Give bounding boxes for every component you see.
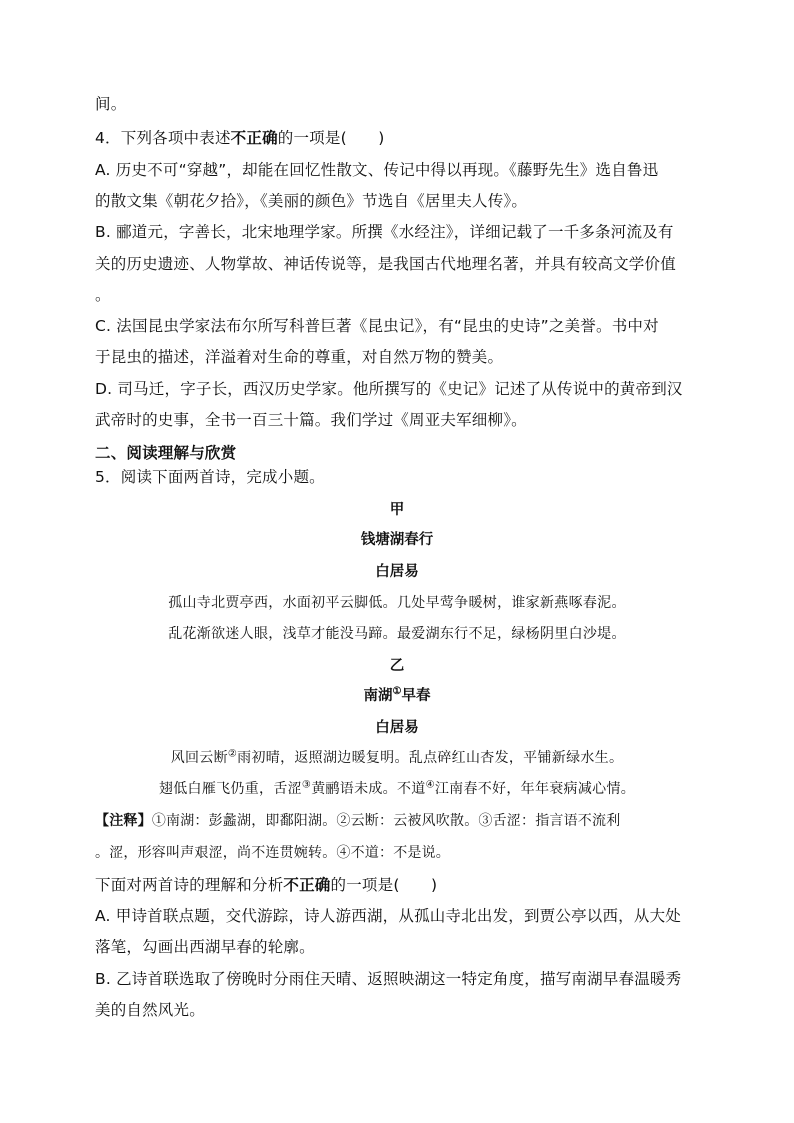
poem-2-title-a: 南湖 bbox=[363, 687, 393, 704]
option-b-line-1: B. 郦道元，字善长，北宋地理学家。所撰《水经注》，详细记载了一千多条河流及有 bbox=[95, 223, 674, 241]
poem-1-mark: 甲 bbox=[389, 501, 405, 518]
sub-option-b-line-1: B. 乙诗首联选取了傍晚时分雨住天晴、返照映湖这一特定角度，描写南湖早春温暖秀 bbox=[95, 970, 682, 988]
sub-option-a-line-1: A. 甲诗首联点题，交代游踪，诗人游西湖，从孤山寺北出发，到贾公亭以西，从大处 bbox=[95, 907, 681, 925]
poem-2-title bbox=[0, 684, 794, 705]
poem-2-line-1-a: 风回云断 bbox=[170, 750, 228, 766]
option-b-line-2: 关的历史遗迹、人物掌故、神话传说等，是我国古代地理名著，并具有较高文学价值 bbox=[95, 255, 676, 273]
sub-question-emphasis: 不正确 bbox=[283, 876, 331, 894]
question-5-stem: 5．阅读下面两首诗，完成小题。 bbox=[95, 468, 325, 486]
annotation-text-1: ①南湖：彭蠡湖，即鄱阳湖。②云断：云被风吹散。③舌涩：指言语不流利 bbox=[151, 813, 621, 829]
sub-option-b-line-2: 美的自然风光。 bbox=[95, 1001, 205, 1019]
poem-2-line-1 bbox=[0, 747, 794, 767]
question-4-stem bbox=[95, 126, 384, 148]
question-4-suffix: 的一项是( ) bbox=[277, 129, 385, 147]
poem-1-author: 白居易 bbox=[375, 563, 419, 580]
poem-2-title-b: 早春 bbox=[401, 687, 431, 704]
section-heading: 二、阅读理解与欣赏 bbox=[95, 444, 237, 462]
option-a-line-2: 的散文集《朝花夕拾》，《美丽的颜色》节选自《居里夫人传》。 bbox=[95, 192, 528, 210]
option-d-line-1: D. 司马迁，字子长，西汉历史学家。他所撰写的《史记》记述了从传说中的黄帝到汉 bbox=[95, 380, 683, 398]
footnote-marker: ④ bbox=[425, 779, 435, 791]
option-a-line-1: A. 历史不可“穿越”，却能在回忆性散文、传记中得以再现。《藤野先生》选自鲁迅 bbox=[95, 161, 659, 179]
text-line: 间。 bbox=[95, 95, 127, 113]
option-c-line-1: C. 法国昆虫学家法布尔所写科普巨著《昆虫记》，有“昆虫的史诗”之美誉。书中对 bbox=[95, 317, 659, 335]
sub-question-suffix: 的一项是( ) bbox=[330, 876, 438, 894]
annotation-label: 【注释】 bbox=[95, 813, 152, 829]
sub-question-prefix: 下面对两首诗的理解和分析 bbox=[95, 876, 284, 894]
footnote-marker: ③ bbox=[301, 779, 312, 791]
option-c-line-2: 于昆虫的描述，洋溢着对生命的尊重，对自然万物的赞美。 bbox=[95, 348, 504, 366]
sub-option-a-line-2: 落笔，勾画出西湖早春的轮廓。 bbox=[95, 938, 315, 956]
poem-2-line-1-b: 雨初晴，返照湖边暖复明。乱点碎红山杏发，平铺新绿水生。 bbox=[237, 750, 624, 766]
poem-2-line-2-c: 江南春不好，年年衰病减心情。 bbox=[434, 781, 636, 797]
poem-2-line-2-b: 黄鹂语未成。不道 bbox=[311, 781, 426, 797]
footnote-marker: ② bbox=[227, 748, 238, 760]
option-d-line-2: 武帝时的史事，全书一百三十篇。我们学过《周亚夫军细柳》。 bbox=[95, 411, 527, 429]
poem-2-line-2 bbox=[0, 778, 794, 798]
sub-question-stem bbox=[95, 873, 437, 895]
poem-1-line-2: 乱花渐欲迷人眼，浅草才能没马蹄。最爱湖东行不足，绿杨阴里白沙堤。 bbox=[168, 626, 626, 642]
question-4-emphasis: 不正确 bbox=[230, 129, 278, 147]
poem-1-line-1: 孤山寺北贾亭西，水面初平云脚低。几处早莺争暖树，谁家新燕啄春泥。 bbox=[168, 595, 626, 611]
poem-2-line-2-a: 翅低白雁飞仍重，舌涩 bbox=[158, 781, 302, 797]
footnote-marker: ① bbox=[392, 686, 402, 698]
poem-2-author: 白居易 bbox=[375, 719, 419, 736]
poem-2-mark: 乙 bbox=[389, 657, 405, 674]
option-b-line-3: 。 bbox=[95, 286, 111, 304]
poem-1-title: 钱塘湖春行 bbox=[360, 531, 434, 548]
annotation-line-1 bbox=[95, 810, 620, 830]
annotation-line-2: 。涩，形容叫声艰涩，尚不连贯婉转。④不道：不是说。 bbox=[95, 845, 450, 861]
question-4-prefix: 4．下列各项中表述 bbox=[95, 129, 231, 147]
